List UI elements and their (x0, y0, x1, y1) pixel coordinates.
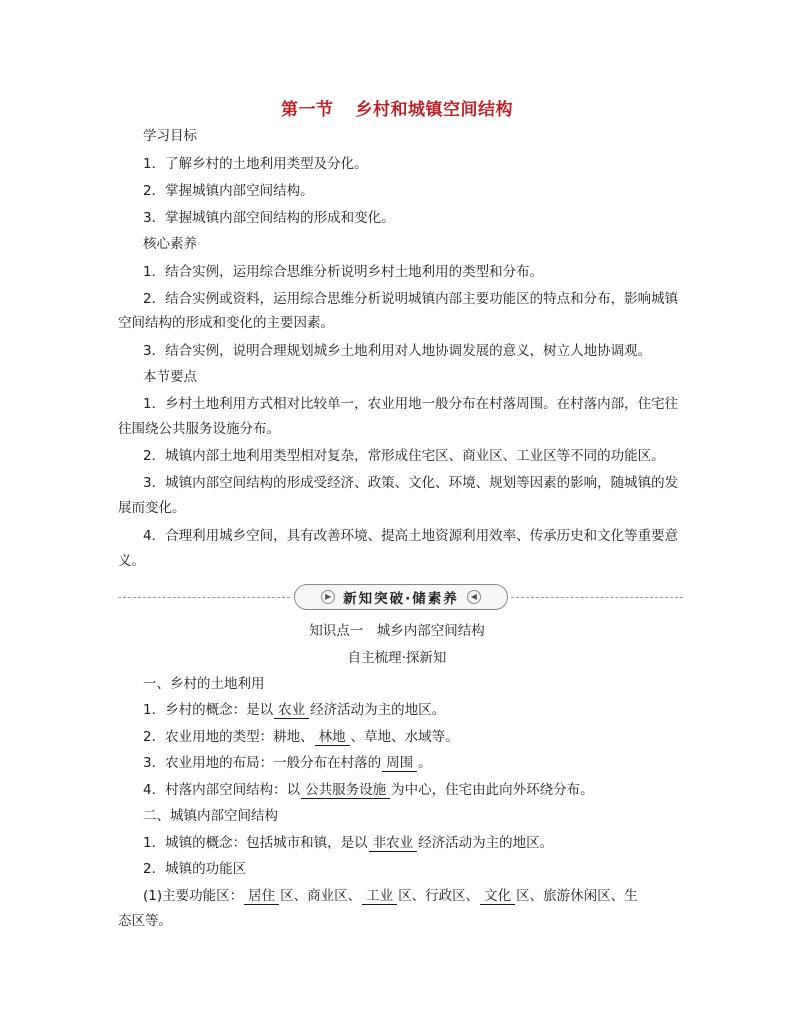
play-right-icon: ▶ (321, 590, 335, 604)
rural-heading: 一、乡村的土地利用 (143, 676, 265, 692)
banner-text: 新知突破·储素养 (343, 591, 459, 607)
rural-item: 2．农业用地的类型：耕地、 林地 、草地、水域等。 (143, 729, 459, 745)
urban-item-cont: 态区等。 (118, 913, 172, 929)
banner-pill (294, 584, 508, 610)
fill-blank: 农业 (274, 702, 309, 719)
keypoint-item-cont: 往围绕公共服务设施分布。 (118, 421, 280, 437)
play-left-icon: ◀ (467, 590, 481, 604)
rural-item: 4．村落内部空间结构：以 公共服务设施 为中心，住宅由此向外环绕分布。 (143, 782, 594, 798)
keypoint-item: 1．乡村土地利用方式相对比较单一，农业用地一般分布在村落周围。在村落内部，住宅往 (143, 396, 679, 412)
urban-item: 2．城镇的功能区 (143, 861, 247, 877)
goal-item: 1．了解乡村的土地利用类型及分化。 (143, 156, 368, 172)
section-number: 第一节 (281, 100, 334, 120)
literacy-item: 3．结合实例，说明合理规划城乡土地利用对人地协调发展的意义，树立人地协调观。 (143, 343, 652, 359)
goal-item: 2．掌握城镇内部空间结构。 (143, 183, 314, 199)
keypoint-item: 3．城镇内部空间结构的形成受经济、政策、文化、环境、规划等因素的影响，随城镇的发 (143, 475, 679, 491)
keypoints-heading: 本节要点 (143, 369, 197, 385)
knowledge-subtitle: 自主梳理·探新知 (347, 650, 447, 666)
banner-divider-right (511, 597, 683, 598)
literacy-item: 1．结合实例，运用综合思维分析说明乡村土地利用的类型和分布。 (143, 264, 544, 280)
keypoint-item-cont: 义。 (118, 553, 145, 569)
section-banner (118, 583, 683, 611)
keypoint-item: 4．合理利用城乡空间，具有改善环境、提高土地资源利用效率、传承历史和文化等重要意 (143, 528, 679, 544)
goals-heading: 学习目标 (143, 128, 197, 144)
rural-item: 1．乡村的概念：是以 农业 经济活动为主的地区。 (143, 702, 446, 718)
urban-heading: 二、城镇内部空间结构 (143, 808, 278, 824)
fill-blank: 居住 (244, 888, 279, 905)
urban-item: (1)主要功能区： 居住 区、商业区、 工业 区、行政区、 文化 区、旅游休闲区、生 (143, 888, 638, 904)
fill-blank: 非农业 (369, 835, 418, 852)
banner-divider-left (118, 597, 290, 598)
literacy-item-cont: 空间结构的形成和变化的主要因素。 (118, 315, 334, 331)
fill-blank: 周围 (382, 755, 417, 772)
keypoint-item-cont: 展而变化。 (118, 500, 186, 516)
goal-item: 3．掌握城镇内部空间结构的形成和变化。 (143, 210, 395, 226)
knowledge-title: 知识点一 城乡内部空间结构 (309, 623, 485, 639)
rural-item: 3．农业用地的布局：一般分布在村落的 周围 。 (143, 755, 432, 771)
literacy-item: 2．结合实例或资料，运用综合思维分析说明城镇内部主要功能区的特点和分布，影响城镇 (143, 291, 679, 307)
fill-blank: 林地 (315, 729, 350, 746)
literacy-heading: 核心素养 (143, 236, 197, 252)
fill-blank: 文化 (480, 888, 515, 905)
section-title: 乡村和城镇空间结构 (355, 100, 513, 120)
keypoint-item: 2．城镇内部土地利用类型相对复杂，常形成住宅区、商业区、工业区等不同的功能区。 (143, 448, 665, 464)
fill-blank: 工业 (362, 888, 397, 905)
page-title (0, 95, 794, 120)
fill-blank: 公共服务设施 (301, 782, 390, 799)
urban-item: 1．城镇的概念：包括城市和镇，是以 非农业 经济活动为主的地区。 (143, 835, 554, 851)
